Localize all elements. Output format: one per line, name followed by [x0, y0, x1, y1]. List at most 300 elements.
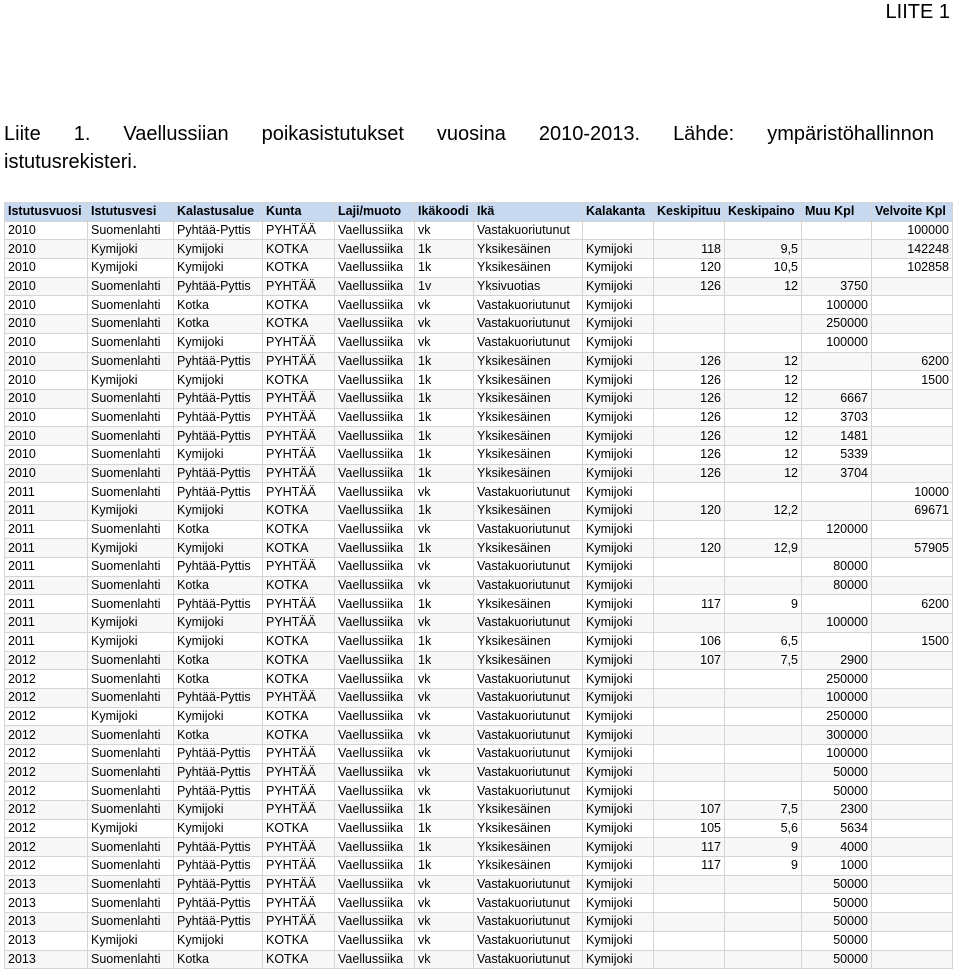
table-cell: Kymijoki [583, 894, 654, 913]
table-cell [802, 371, 872, 390]
table-row [5, 389, 953, 408]
table-cell [654, 221, 725, 240]
table-cell: Vaellussiika [335, 539, 415, 558]
table-cell [872, 801, 953, 820]
table-cell: Vastakuoriutunut [474, 688, 583, 707]
table-cell: 100000 [802, 688, 872, 707]
table-cell [872, 763, 953, 782]
column-header: Velvoite Kpl [872, 203, 953, 222]
table-cell: Suomenlahti [88, 950, 174, 969]
table-cell: 1k [415, 539, 474, 558]
table-cell [654, 782, 725, 801]
table-row [5, 894, 953, 913]
table-cell [725, 315, 802, 334]
table-cell: Yksikesäinen [474, 595, 583, 614]
table-cell: 1k [415, 502, 474, 521]
table-cell: Vastakuoriutunut [474, 950, 583, 969]
table-cell: 5339 [802, 445, 872, 464]
table-row [5, 296, 953, 315]
table-row [5, 875, 953, 894]
table-row [5, 427, 953, 446]
table-cell: Suomenlahti [88, 595, 174, 614]
table-cell: Suomenlahti [88, 744, 174, 763]
table-cell: 2013 [5, 950, 88, 969]
table-cell: 100000 [802, 744, 872, 763]
table-cell: Suomenlahti [88, 670, 174, 689]
table-cell: PYHTÄÄ [263, 595, 335, 614]
table-cell: 50000 [802, 950, 872, 969]
table-cell: Yksikesäinen [474, 352, 583, 371]
table-cell: Yksikesäinen [474, 502, 583, 521]
table-cell: 1481 [802, 427, 872, 446]
table-row [5, 670, 953, 689]
table-cell [872, 333, 953, 352]
table-cell: Vastakuoriutunut [474, 483, 583, 502]
table-cell: Suomenlahti [88, 763, 174, 782]
table-cell: 57905 [872, 539, 953, 558]
table-cell: Pyhtää-Pyttis [174, 427, 263, 446]
table-cell: Vaellussiika [335, 614, 415, 633]
table-cell: 107 [654, 801, 725, 820]
table-cell: 126 [654, 427, 725, 446]
table-cell: Kymijoki [174, 371, 263, 390]
table-cell: Vaellussiika [335, 744, 415, 763]
table-cell: Vastakuoriutunut [474, 763, 583, 782]
table-row [5, 801, 953, 820]
table-cell: KOTKA [263, 502, 335, 521]
table-cell: 300000 [802, 726, 872, 745]
table-cell: Suomenlahti [88, 277, 174, 296]
table-cell: 3704 [802, 464, 872, 483]
table-cell: 1000 [802, 857, 872, 876]
table-cell: 12 [725, 352, 802, 371]
column-header: Ikä [474, 203, 583, 222]
table-cell: Kymijoki [583, 707, 654, 726]
table-cell: Kotka [174, 651, 263, 670]
table-cell: 250000 [802, 670, 872, 689]
table-cell: Kymijoki [174, 259, 263, 278]
table-cell: 4000 [802, 838, 872, 857]
table-row [5, 950, 953, 969]
table-cell: Yksikesäinen [474, 801, 583, 820]
table-cell: Vastakuoriutunut [474, 670, 583, 689]
table-cell: Kymijoki [174, 819, 263, 838]
table-cell: Pyhtää-Pyttis [174, 221, 263, 240]
table-cell: 2011 [5, 483, 88, 502]
table-cell: 126 [654, 352, 725, 371]
table-cell: vk [415, 614, 474, 633]
table-cell: Kotka [174, 726, 263, 745]
table-cell: Kymijoki [174, 931, 263, 950]
table-cell: 2013 [5, 931, 88, 950]
table-cell [654, 763, 725, 782]
table-cell: 2011 [5, 576, 88, 595]
table-row [5, 763, 953, 782]
table-cell: 2011 [5, 558, 88, 577]
table-cell: Kymijoki [583, 483, 654, 502]
table-cell: vk [415, 744, 474, 763]
table-cell: 2012 [5, 744, 88, 763]
table-cell: Kymijoki [583, 502, 654, 521]
table-cell [802, 352, 872, 371]
table-cell: 117 [654, 595, 725, 614]
table-cell: 1k [415, 389, 474, 408]
table-cell [654, 688, 725, 707]
table-cell [872, 389, 953, 408]
table-cell [872, 277, 953, 296]
table-cell: Kymijoki [583, 408, 654, 427]
table-cell: 100000 [802, 614, 872, 633]
table-cell: Suomenlahti [88, 688, 174, 707]
table-cell: Vaellussiika [335, 389, 415, 408]
table-cell: Suomenlahti [88, 913, 174, 932]
table-cell: Pyhtää-Pyttis [174, 558, 263, 577]
table-cell: KOTKA [263, 950, 335, 969]
table-cell: PYHTÄÄ [263, 801, 335, 820]
table-cell: Kymijoki [88, 931, 174, 950]
table-cell: vk [415, 688, 474, 707]
table-cell: Vaellussiika [335, 408, 415, 427]
table-cell: Kymijoki [583, 333, 654, 352]
table-row [5, 259, 953, 278]
table-cell: Suomenlahti [88, 408, 174, 427]
table-cell: Vaellussiika [335, 520, 415, 539]
table-cell [725, 707, 802, 726]
table-cell: Vaellussiika [335, 464, 415, 483]
table-cell: 12 [725, 427, 802, 446]
table-cell: 2012 [5, 819, 88, 838]
table-cell: Vaellussiika [335, 445, 415, 464]
table-cell: Vastakuoriutunut [474, 875, 583, 894]
table-cell [872, 651, 953, 670]
table-cell [802, 240, 872, 259]
table-cell: Suomenlahti [88, 576, 174, 595]
table-cell: Kymijoki [174, 539, 263, 558]
table-cell: KOTKA [263, 240, 335, 259]
table-cell: Suomenlahti [88, 726, 174, 745]
table-cell: PYHTÄÄ [263, 408, 335, 427]
table-cell: KOTKA [263, 371, 335, 390]
table-cell: Vaellussiika [335, 670, 415, 689]
table-cell: 9,5 [725, 240, 802, 259]
table-cell: PYHTÄÄ [263, 913, 335, 932]
table-cell: 1k [415, 857, 474, 876]
table-cell: 120 [654, 259, 725, 278]
table-cell: 1k [415, 408, 474, 427]
table-cell: Kymijoki [88, 539, 174, 558]
table-cell: Vastakuoriutunut [474, 315, 583, 334]
table-cell: Kymijoki [174, 614, 263, 633]
column-header: Keskipaino [725, 203, 802, 222]
table-cell: PYHTÄÄ [263, 277, 335, 296]
table-cell: Vaellussiika [335, 371, 415, 390]
table-cell: Yksikesäinen [474, 651, 583, 670]
table-cell: PYHTÄÄ [263, 838, 335, 857]
table-cell: 7,5 [725, 651, 802, 670]
table-cell [654, 894, 725, 913]
table-cell: Pyhtää-Pyttis [174, 913, 263, 932]
table-cell: 1k [415, 464, 474, 483]
table-cell: KOTKA [263, 315, 335, 334]
table-cell: Kymijoki [583, 763, 654, 782]
table-cell [802, 539, 872, 558]
table-cell: Yksikesäinen [474, 819, 583, 838]
table-cell [725, 688, 802, 707]
table-cell: Yksikesäinen [474, 857, 583, 876]
table-cell: 2012 [5, 801, 88, 820]
table-cell: 2010 [5, 315, 88, 334]
table-cell: Kymijoki [88, 819, 174, 838]
table-cell [725, 520, 802, 539]
table-cell: Pyhtää-Pyttis [174, 352, 263, 371]
table-cell: Kymijoki [583, 445, 654, 464]
table-cell: 10000 [872, 483, 953, 502]
table-cell: 107 [654, 651, 725, 670]
table-cell: vk [415, 558, 474, 577]
table-cell: 2010 [5, 240, 88, 259]
table-cell: 12 [725, 408, 802, 427]
table-cell: Yksikesäinen [474, 632, 583, 651]
table-cell: PYHTÄÄ [263, 614, 335, 633]
table-cell: Kymijoki [583, 427, 654, 446]
table-cell: Kymijoki [583, 595, 654, 614]
table-cell: Kymijoki [174, 801, 263, 820]
table-cell: Yksikesäinen [474, 427, 583, 446]
table-cell: Kymijoki [88, 632, 174, 651]
table-cell: 120000 [802, 520, 872, 539]
table-cell: Suomenlahti [88, 801, 174, 820]
table-cell: vk [415, 763, 474, 782]
table-cell: Vastakuoriutunut [474, 726, 583, 745]
table-cell: 50000 [802, 782, 872, 801]
table-cell: Kotka [174, 296, 263, 315]
table-cell: Yksikesäinen [474, 838, 583, 857]
table-cell: Yksikesäinen [474, 464, 583, 483]
table-cell [802, 632, 872, 651]
table-cell [725, 614, 802, 633]
table-cell: 12 [725, 277, 802, 296]
table-cell: 117 [654, 838, 725, 857]
table-cell: Vastakuoriutunut [474, 333, 583, 352]
table-cell: 50000 [802, 894, 872, 913]
table-cell: Suomenlahti [88, 221, 174, 240]
column-header: Muu Kpl [802, 203, 872, 222]
table-cell [654, 913, 725, 932]
table-cell: 2900 [802, 651, 872, 670]
table-cell: 2011 [5, 502, 88, 521]
table-cell: Kymijoki [174, 502, 263, 521]
table-row [5, 632, 953, 651]
table-cell: 2010 [5, 296, 88, 315]
table-cell: Kymijoki [583, 651, 654, 670]
table-cell: 2011 [5, 632, 88, 651]
table-cell: Vastakuoriutunut [474, 931, 583, 950]
table-cell [654, 670, 725, 689]
table-row [5, 315, 953, 334]
table-cell: 6667 [802, 389, 872, 408]
table-cell: vk [415, 894, 474, 913]
table-row [5, 931, 953, 950]
table-cell: Kymijoki [583, 950, 654, 969]
table-cell: Kymijoki [583, 632, 654, 651]
table-row [5, 352, 953, 371]
table-cell: Vaellussiika [335, 632, 415, 651]
table-row [5, 857, 953, 876]
table-cell [872, 520, 953, 539]
table-cell: Vaellussiika [335, 240, 415, 259]
table-cell: vk [415, 221, 474, 240]
table-cell: 2012 [5, 782, 88, 801]
table-cell [725, 221, 802, 240]
table-cell: 50000 [802, 763, 872, 782]
table-cell: 1k [415, 801, 474, 820]
table-cell: 1500 [872, 632, 953, 651]
table-cell: Suomenlahti [88, 857, 174, 876]
table-cell [725, 576, 802, 595]
table-cell: 1k [415, 632, 474, 651]
table-cell: PYHTÄÄ [263, 445, 335, 464]
table-cell [654, 558, 725, 577]
table-cell: 126 [654, 464, 725, 483]
table-cell: 80000 [802, 558, 872, 577]
table-cell: 2010 [5, 371, 88, 390]
table-cell [583, 221, 654, 240]
table-cell: Pyhtää-Pyttis [174, 464, 263, 483]
table-cell: PYHTÄÄ [263, 763, 335, 782]
table-cell: PYHTÄÄ [263, 857, 335, 876]
table-cell: Kymijoki [583, 371, 654, 390]
table-cell: 1k [415, 352, 474, 371]
column-header: Istutusvesi [88, 203, 174, 222]
table-cell: 1500 [872, 371, 953, 390]
table-row [5, 483, 953, 502]
table-cell: vk [415, 520, 474, 539]
table-cell: 102858 [872, 259, 953, 278]
table-cell: 2012 [5, 763, 88, 782]
table-cell: Kymijoki [583, 520, 654, 539]
table-row [5, 333, 953, 352]
table-cell: Kymijoki [174, 632, 263, 651]
table-row [5, 595, 953, 614]
table-cell: 120 [654, 502, 725, 521]
table-cell [725, 782, 802, 801]
table-cell: 106 [654, 632, 725, 651]
table-cell: Kotka [174, 950, 263, 969]
table-cell [872, 670, 953, 689]
table-cell: KOTKA [263, 670, 335, 689]
table-cell: Vaellussiika [335, 913, 415, 932]
table-cell: Pyhtää-Pyttis [174, 782, 263, 801]
table-cell [802, 259, 872, 278]
table-cell: Suomenlahti [88, 464, 174, 483]
table-row [5, 707, 953, 726]
table-cell: 2011 [5, 520, 88, 539]
table-cell: Suomenlahti [88, 894, 174, 913]
table-cell: PYHTÄÄ [263, 894, 335, 913]
table-cell: Yksikesäinen [474, 240, 583, 259]
table-cell [654, 483, 725, 502]
table-cell: PYHTÄÄ [263, 782, 335, 801]
table-cell: 2013 [5, 913, 88, 932]
table-row [5, 464, 953, 483]
table-cell: PYHTÄÄ [263, 464, 335, 483]
table-cell: 3750 [802, 277, 872, 296]
table-cell: Yksivuotias [474, 277, 583, 296]
table-cell: vk [415, 296, 474, 315]
table-row [5, 651, 953, 670]
table-cell: 1k [415, 371, 474, 390]
table-cell: 2010 [5, 259, 88, 278]
table-cell [725, 913, 802, 932]
table-cell: vk [415, 576, 474, 595]
caption-line-1: Liite 1. Vaellussiian poikasistutukset vuosina 2010-2013. Lähde: ympäristöhallinnon [4, 123, 934, 145]
table-cell: Suomenlahti [88, 389, 174, 408]
table-cell: 2013 [5, 894, 88, 913]
table-cell [725, 483, 802, 502]
table-cell [802, 502, 872, 521]
table-cell: Vaellussiika [335, 819, 415, 838]
stocking-table [4, 202, 953, 969]
table-cell: 1k [415, 240, 474, 259]
table-cell: KOTKA [263, 296, 335, 315]
table-cell: Kotka [174, 520, 263, 539]
table-cell: Kymijoki [583, 670, 654, 689]
table-cell: KOTKA [263, 931, 335, 950]
table-cell [654, 950, 725, 969]
table-cell: Pyhtää-Pyttis [174, 763, 263, 782]
table-cell: 12 [725, 389, 802, 408]
table-cell: vk [415, 931, 474, 950]
table-cell [872, 931, 953, 950]
table-cell: Yksikesäinen [474, 371, 583, 390]
table-cell [654, 520, 725, 539]
table-cell: 6200 [872, 595, 953, 614]
table-cell: PYHTÄÄ [263, 688, 335, 707]
table-cell: Kymijoki [583, 464, 654, 483]
table-cell: Vaellussiika [335, 558, 415, 577]
table-cell: Kymijoki [583, 539, 654, 558]
table-cell: Kymijoki [583, 744, 654, 763]
table-row [5, 371, 953, 390]
table-cell: vk [415, 782, 474, 801]
table-cell: Vastakuoriutunut [474, 221, 583, 240]
table-cell [872, 614, 953, 633]
table-cell: vk [415, 670, 474, 689]
table-cell: 2010 [5, 427, 88, 446]
table-cell: 12 [725, 464, 802, 483]
table-cell [872, 464, 953, 483]
table-cell: Vaellussiika [335, 259, 415, 278]
table-cell: Suomenlahti [88, 315, 174, 334]
table-cell [654, 744, 725, 763]
table-cell: Kymijoki [174, 707, 263, 726]
table-cell: Vastakuoriutunut [474, 520, 583, 539]
table-cell: Vaellussiika [335, 296, 415, 315]
table-cell: 5,6 [725, 819, 802, 838]
table-cell: Vaellussiika [335, 427, 415, 446]
table-cell: Vaellussiika [335, 483, 415, 502]
table-cell: 2010 [5, 464, 88, 483]
table-row [5, 576, 953, 595]
table-cell: 50000 [802, 913, 872, 932]
table-cell: 126 [654, 408, 725, 427]
table-cell: Kymijoki [583, 296, 654, 315]
table-cell [872, 875, 953, 894]
table-cell: Yksikesäinen [474, 259, 583, 278]
table-cell [802, 595, 872, 614]
table-cell: PYHTÄÄ [263, 744, 335, 763]
table-cell: KOTKA [263, 651, 335, 670]
